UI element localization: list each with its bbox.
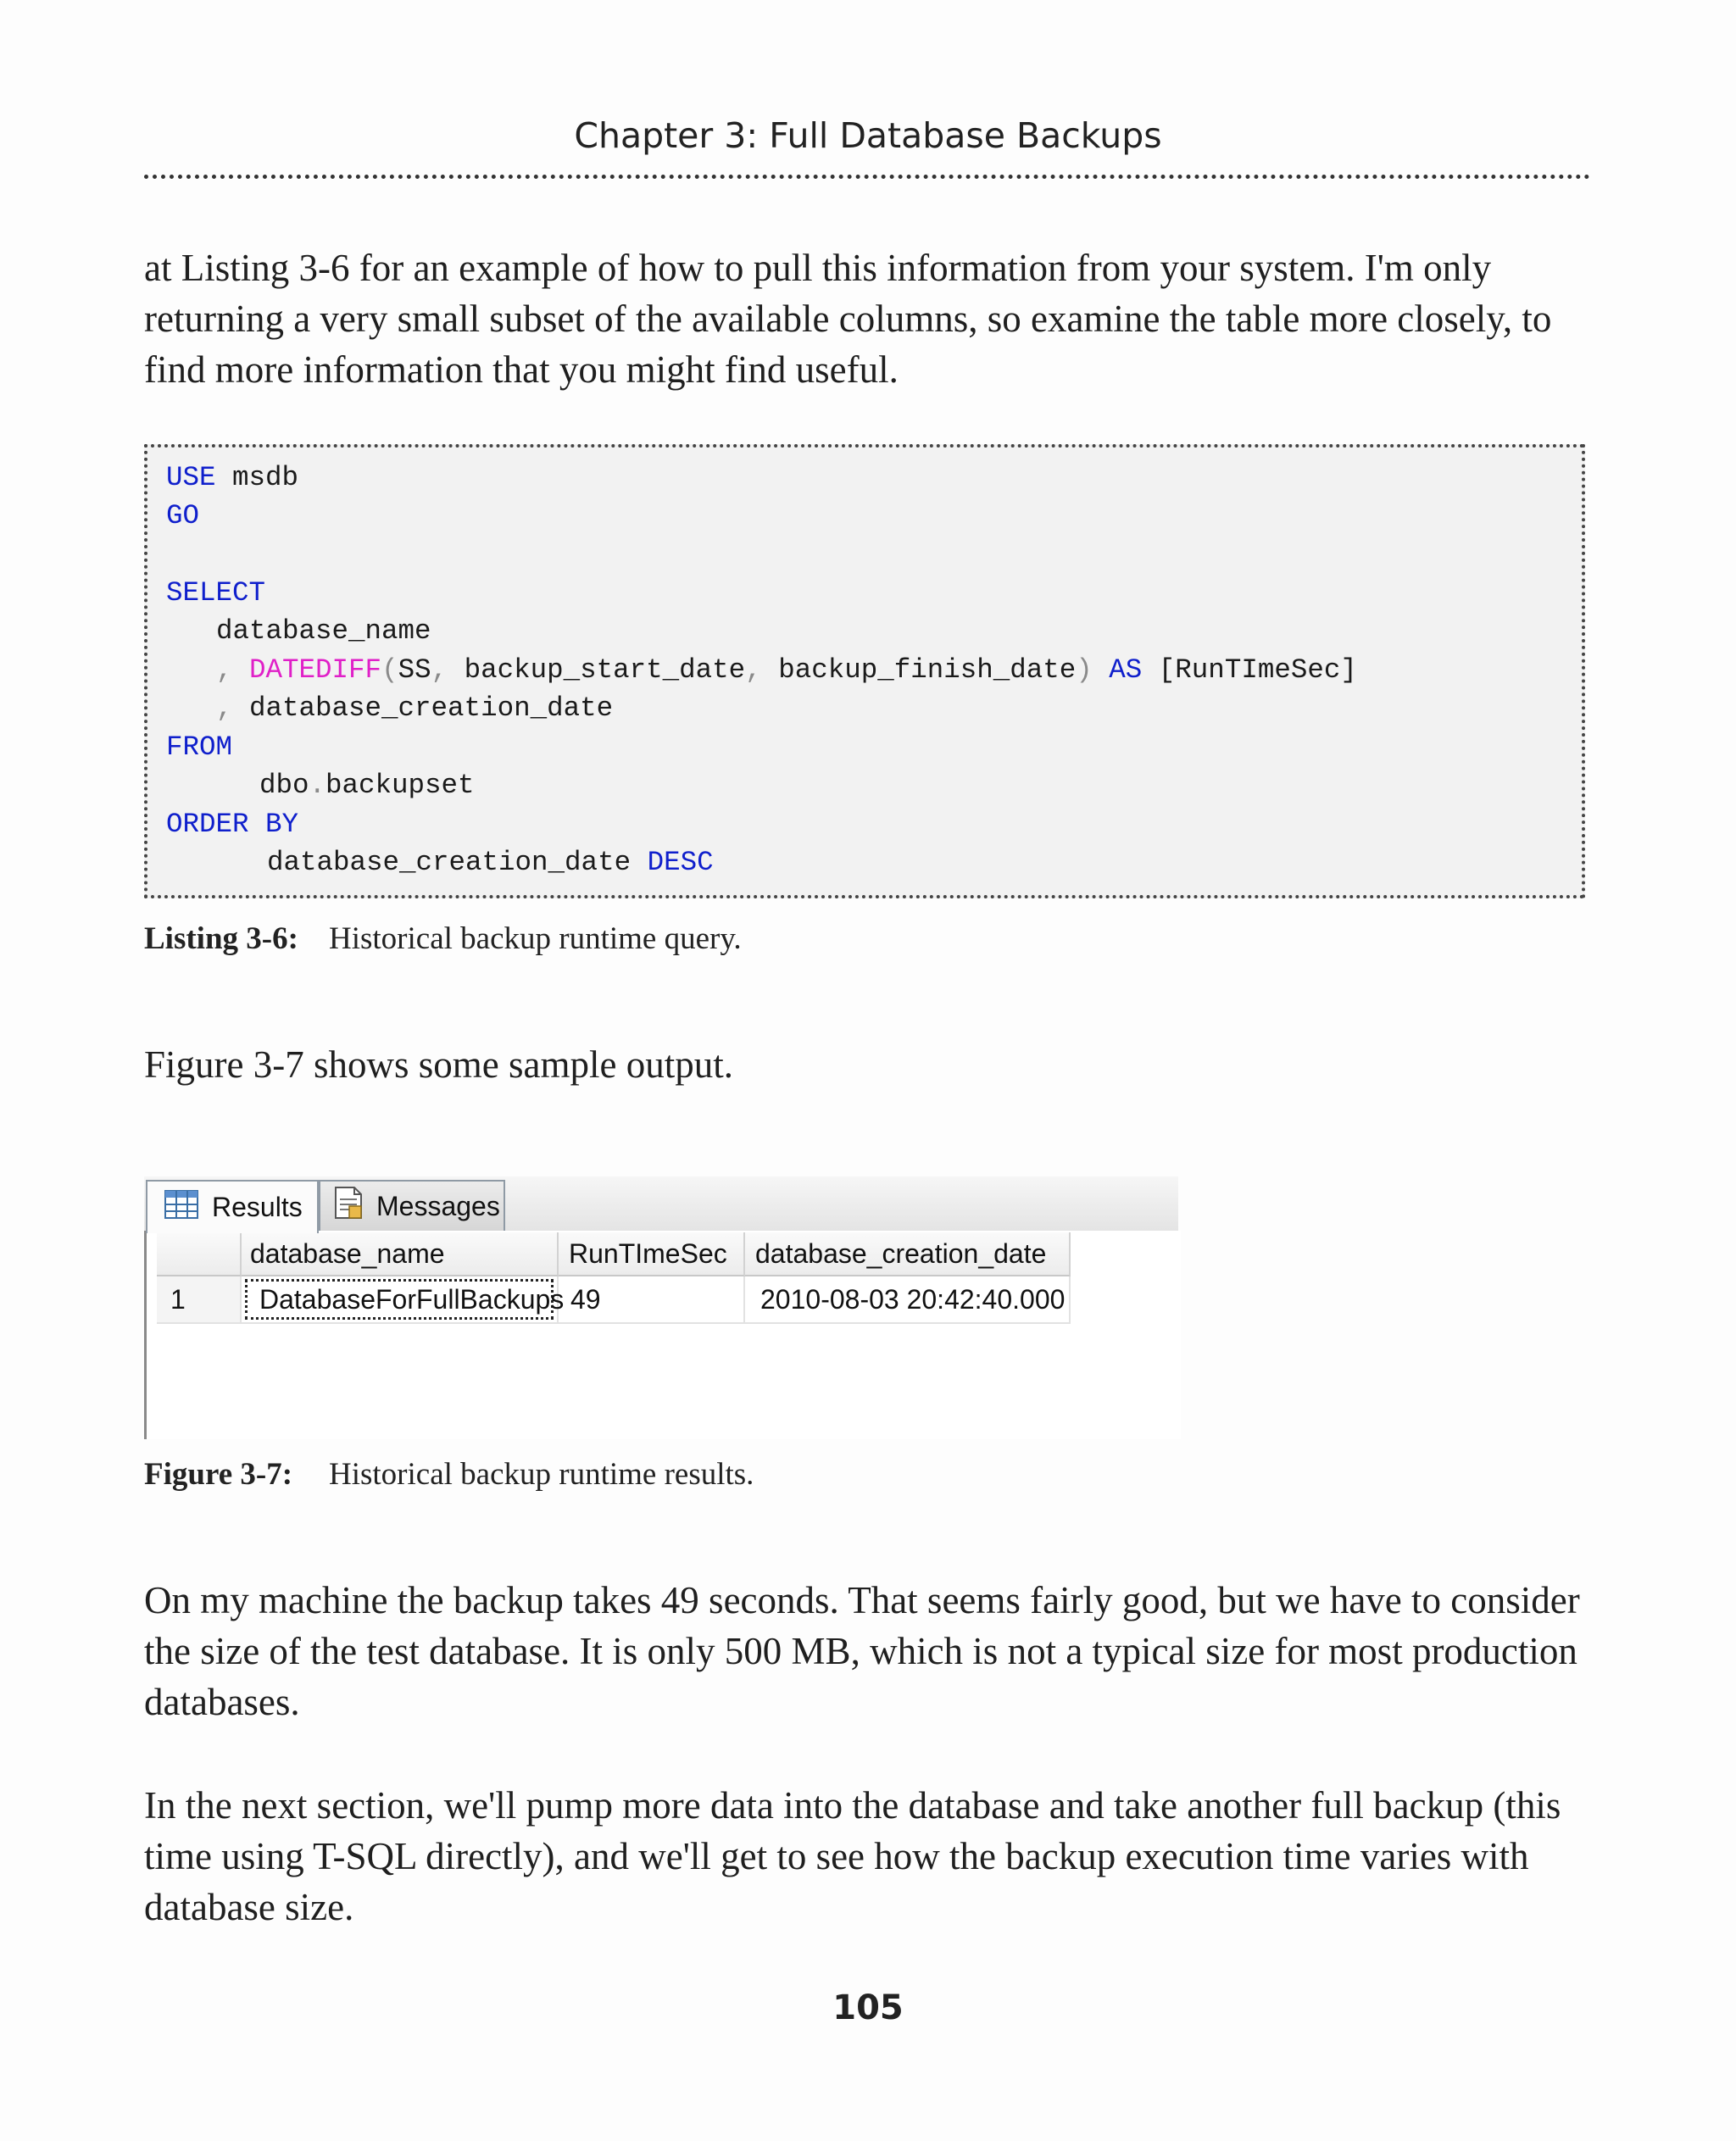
row-header-corner: [157, 1232, 242, 1276]
code-punctuation: ,: [216, 692, 233, 724]
code-keyword: GO: [166, 500, 200, 531]
code-text: backup_finish_date: [761, 654, 1077, 686]
code-keyword: ORDER BY: [166, 809, 299, 840]
table-cell-runtimesec[interactable]: 49: [559, 1276, 745, 1324]
table-cell-database-name[interactable]: [242, 1276, 565, 1324]
next-section-paragraph: In the next section, we'll pump more data into the database and take another full backup (this time using T-SQL directly), and we'll get to see how the backup execution time varies with database size.: [144, 1784, 1561, 1928]
page-number: 105: [832, 1988, 904, 2027]
figure-caption-text: Historical backup runtime results.: [329, 1457, 754, 1492]
code-text: database_creation_date: [232, 692, 614, 724]
code-text: SS: [398, 654, 431, 686]
tab-messages[interactable]: [319, 1180, 505, 1231]
code-text: [RunTImeSec]: [1142, 654, 1357, 686]
code-text: msdb: [215, 462, 299, 493]
figure-caption-label: Figure 3-7:: [144, 1457, 293, 1492]
code-punctuation: .: [309, 770, 326, 801]
tab-messages-label: Messages: [376, 1190, 500, 1221]
grid-icon: [164, 1190, 198, 1226]
code-punctuation: ,: [431, 654, 448, 686]
code-line-4: [216, 614, 431, 648]
code-line-3: [166, 576, 265, 610]
row-number-cell[interactable]: 1: [157, 1276, 242, 1324]
listing-caption-label: Listing 3-6:: [144, 921, 298, 956]
code-keyword: DESC: [647, 847, 714, 878]
code-text: dbo: [259, 770, 309, 801]
code-punctuation: ): [1076, 654, 1093, 686]
chapter-header: Chapter 3: Full Database Backups: [574, 115, 1162, 156]
intro-paragraph: at Listing 3-6 for an example of how to pull this information from your system. I'm only returning a very small subset of the available columns, so examine the table more closely, to find more information that you might find useful.: [144, 247, 1552, 391]
result-discussion-paragraph: On my machine the backup takes 49 seconds. That seems fairly good, but we have to consider the size of the test database. It is only 500 MB, which is not a typical size for most production databases.: [144, 1579, 1580, 1723]
code-text: database_creation_date: [267, 847, 648, 878]
code-listing: [144, 444, 1585, 898]
code-text: backupset: [326, 770, 475, 801]
code-keyword: USE: [166, 462, 216, 493]
results-tab-bar: [144, 1176, 1178, 1233]
code-keyword: AS: [1109, 654, 1143, 686]
header-divider: [144, 175, 1590, 179]
code-line-8: [259, 769, 475, 803]
code-keyword: SELECT: [166, 577, 266, 609]
code-keyword: FROM: [166, 731, 233, 763]
code-function: DATEDIFF: [249, 654, 382, 686]
code-text: backup_start_date: [448, 654, 746, 686]
code-line-2: [166, 499, 199, 533]
column-header-database-creation-date[interactable]: database_creation_date: [745, 1232, 1071, 1276]
tab-results-label: Results: [212, 1192, 303, 1222]
code-line-1: [166, 461, 298, 495]
column-header-runtimesec[interactable]: RunTImeSec: [559, 1232, 745, 1276]
code-line-6: [216, 692, 613, 726]
listing-caption: [144, 920, 742, 957]
code-text: database_name: [216, 615, 431, 647]
code-line-9: [166, 808, 298, 842]
column-header-database-name[interactable]: database_name: [242, 1232, 559, 1276]
code-line-7: [166, 731, 232, 765]
tab-results[interactable]: [146, 1180, 319, 1233]
figure-intro-paragraph: Figure 3-7 shows some sample output.: [144, 1043, 733, 1086]
figure-caption: [144, 1456, 754, 1493]
code-punctuation: ,: [745, 654, 762, 686]
code-punctuation: ,: [216, 654, 233, 686]
code-punctuation: (: [381, 654, 398, 686]
results-panel: [144, 1176, 1178, 1439]
selected-cell-value: DatabaseForFullBackups: [245, 1279, 554, 1320]
listing-caption-text: Historical backup runtime query.: [329, 921, 742, 956]
document-icon: [332, 1186, 364, 1226]
code-line-5: [216, 653, 1357, 687]
code-line-10: [267, 846, 714, 880]
table-cell-database-creation-date[interactable]: 2010-08-03 20:42:40.000: [745, 1276, 1071, 1324]
results-grid: [144, 1231, 1181, 1439]
